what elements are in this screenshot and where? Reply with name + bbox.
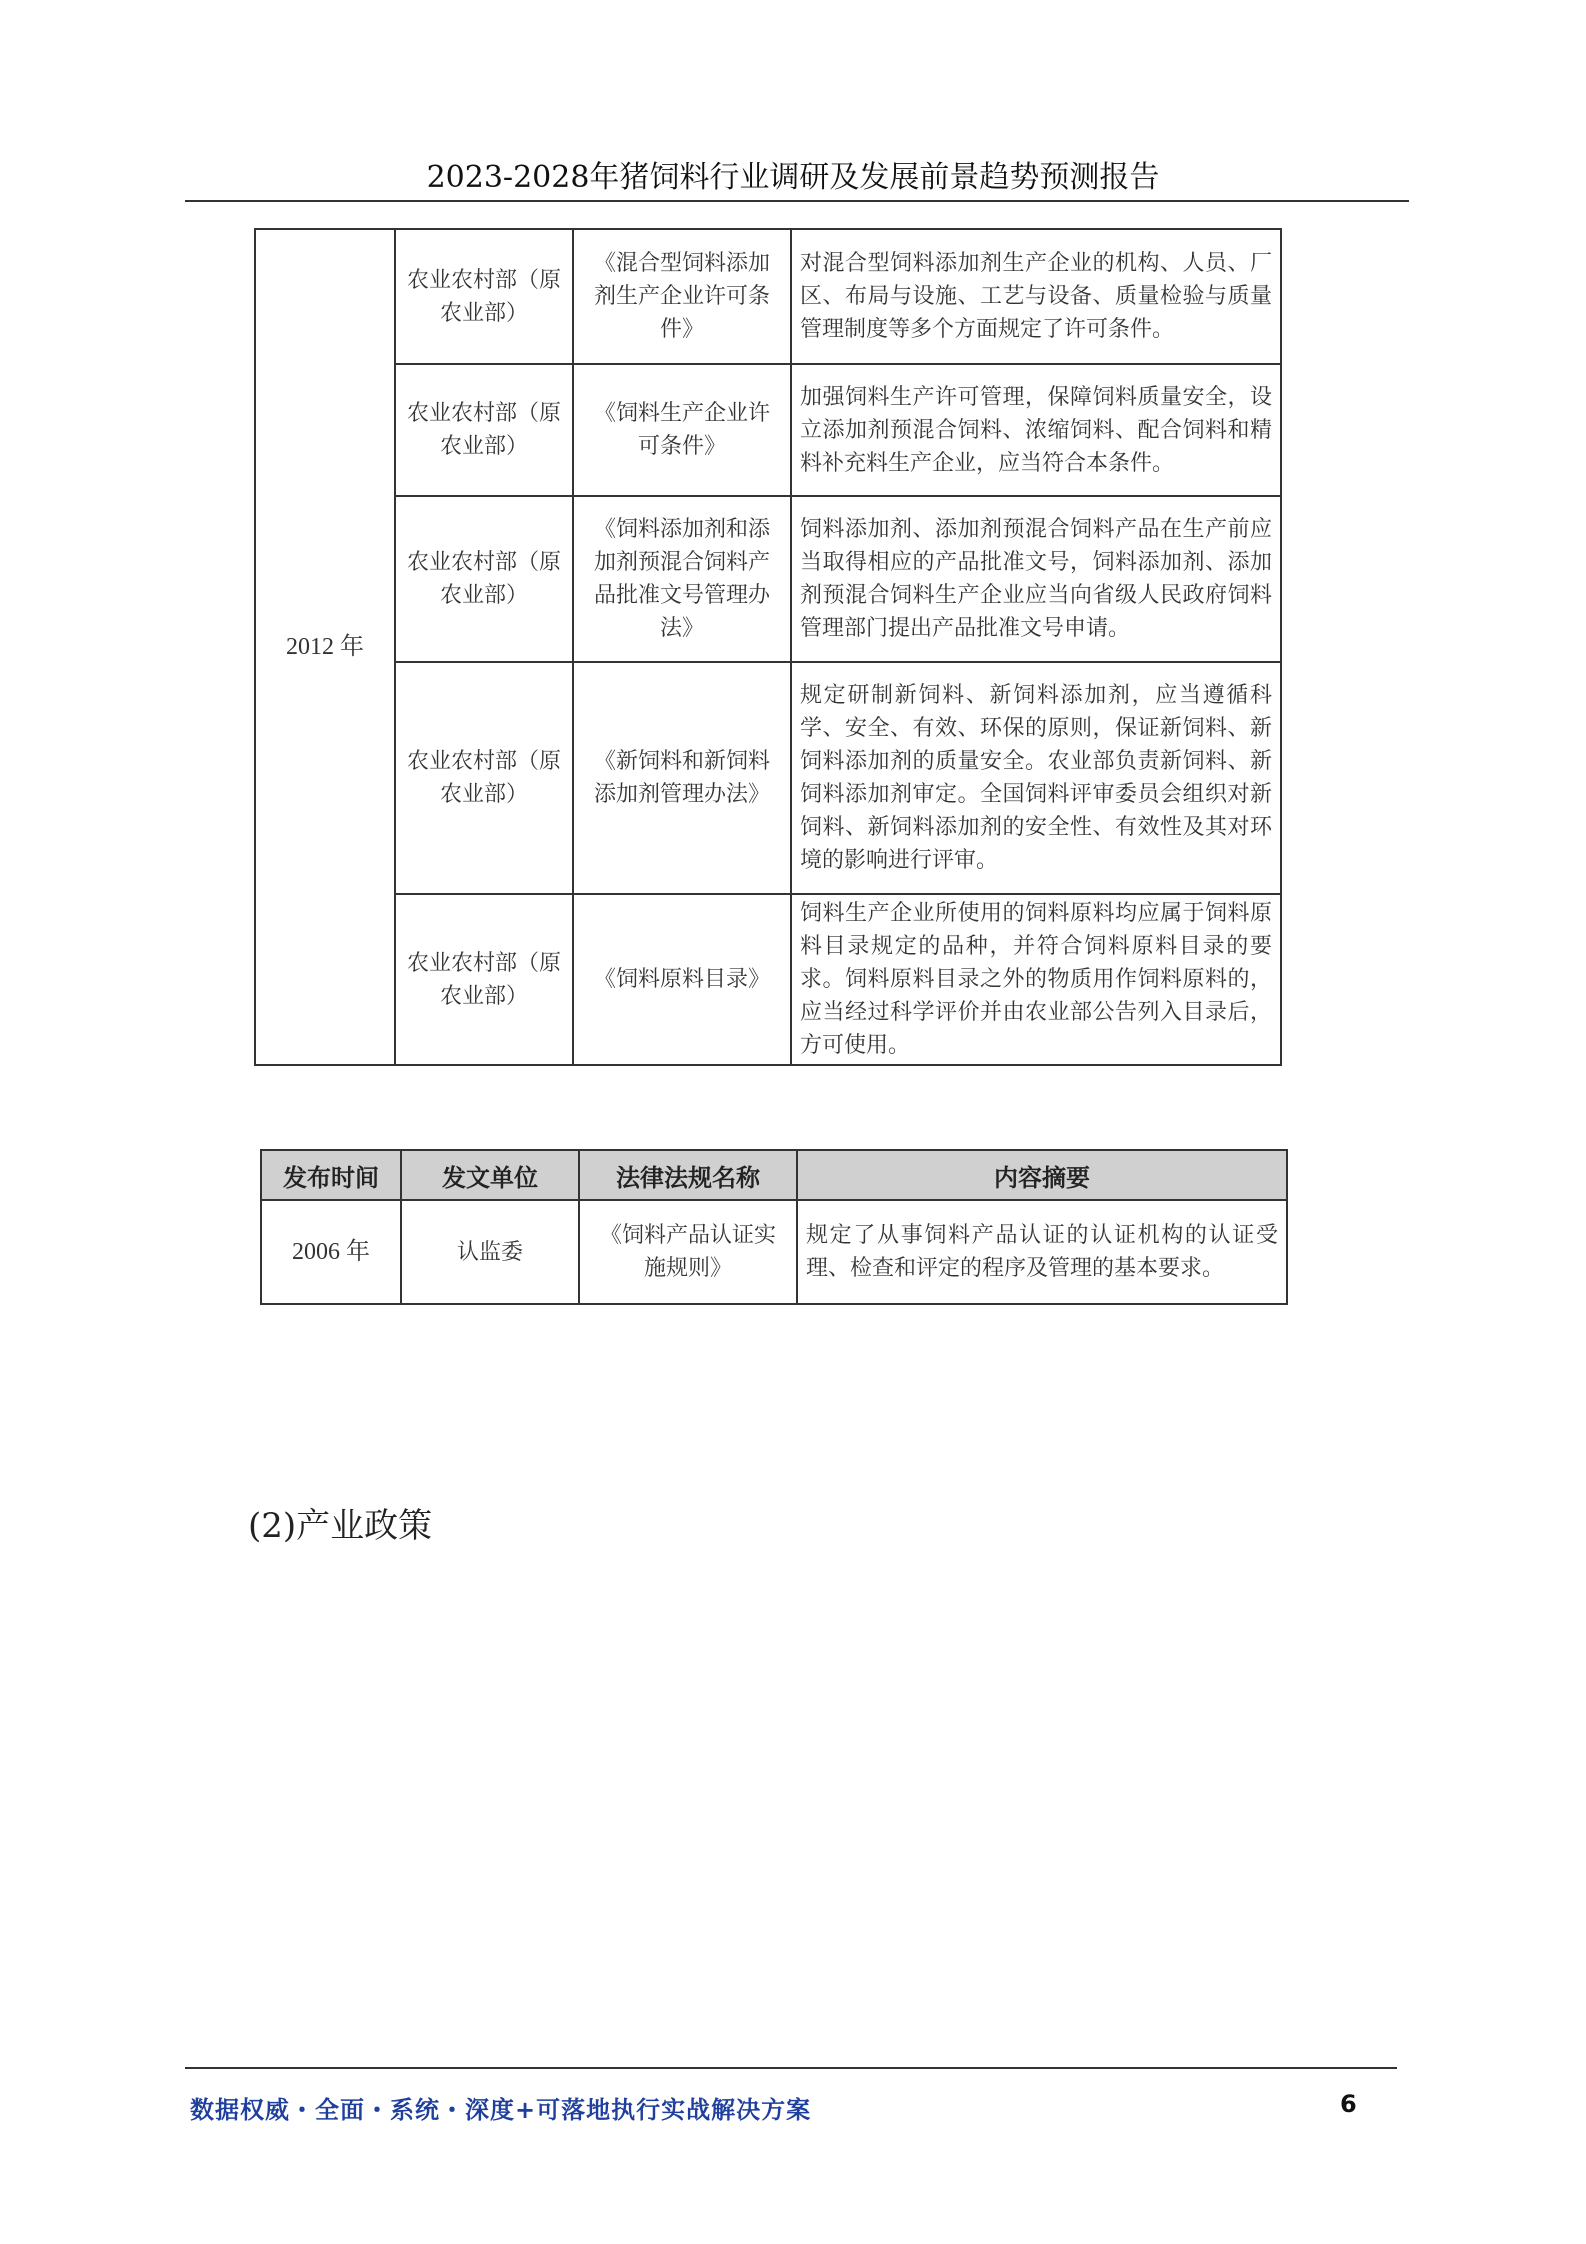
date-cell: 2006 年 <box>261 1200 401 1304</box>
section-heading: (2)产业政策 <box>248 1506 433 1546</box>
table-row <box>255 662 1281 894</box>
page-number: 6 <box>1340 2090 1357 2118</box>
certification-regulation-table <box>260 1149 1288 1305</box>
law-name-cell: 《饲料原料目录》 <box>573 894 791 1065</box>
table-row <box>261 1200 1287 1304</box>
table-row <box>255 496 1281 662</box>
dept-cell: 农业农村部（原农业部） <box>395 364 573 496</box>
law-name-cell: 《新饲料和新饲料添加剂管理办法》 <box>573 662 791 894</box>
dept-cell: 农业农村部（原农业部） <box>395 496 573 662</box>
law-name-cell: 《饲料添加剂和添加剂预混合饲料产品批准文号管理办法》 <box>573 496 791 662</box>
summary-cell: 加强饲料生产许可管理，保障饲料质量安全，设立添加剂预混合饲料、浓缩饲料、配合饲料和精料补充料生产企业，应当符合本条件。 <box>791 364 1281 496</box>
dept-cell: 认监委 <box>401 1200 579 1304</box>
header-dept: 发文单位 <box>401 1150 579 1200</box>
dept-cell: 农业农村部（原农业部） <box>395 662 573 894</box>
summary-cell: 饲料生产企业所使用的饲料原料均应属于饲料原料目录规定的品种，并符合饲料原料目录的要求。饲料原料目录之外的物质用作饲料原料的，应当经过科学评价并由农业部公告列入目录后，方可使用。 <box>791 894 1281 1065</box>
table-row <box>255 229 1281 364</box>
table-row <box>255 894 1281 1065</box>
dept-cell: 农业农村部（原农业部） <box>395 894 573 1065</box>
footer-slogan: 数据权威・全面・系统・深度+可落地执行实战解决方案 <box>190 2096 812 2124</box>
header-summary: 内容摘要 <box>797 1150 1287 1200</box>
dept-cell: 农业农村部（原农业部） <box>395 229 573 364</box>
law-name-cell: 《混合型饲料添加剂生产企业许可条件》 <box>573 229 791 364</box>
page-header-title: 2023-2028年猪饲料行业调研及发展前景趋势预测报告 <box>426 160 1160 195</box>
summary-cell: 规定研制新饲料、新饲料添加剂，应当遵循科学、安全、有效、环保的原则，保证新饲料、新饲料添加剂的质量安全。农业部负责新饲料、新饲料添加剂审定。全国饲料评审委员会组织对新饲料、新饲料添加剂的安全性、有效性及其对环境的影响进行评审。 <box>791 662 1281 894</box>
footer-divider <box>185 2067 1397 2069</box>
header-divider <box>185 200 1409 202</box>
law-name-cell: 《饲料产品认证实施规则》 <box>579 1200 797 1304</box>
summary-cell: 对混合型饲料添加剂生产企业的机构、人员、厂区、布局与设施、工艺与设备、质量检验与质量管理制度等多个方面规定了许可条件。 <box>791 229 1281 364</box>
regulation-table-continued <box>254 228 1282 1066</box>
year-cell: 2012 年 <box>255 229 395 1065</box>
header-law-name: 法律法规名称 <box>579 1150 797 1200</box>
summary-cell: 规定了从事饲料产品认证的认证机构的认证受理、检查和评定的程序及管理的基本要求。 <box>797 1200 1287 1304</box>
summary-cell: 饲料添加剂、添加剂预混合饲料产品在生产前应当取得相应的产品批准文号，饲料添加剂、添加剂预混合饲料生产企业应当向省级人民政府饲料管理部门提出产品批准文号申请。 <box>791 496 1281 662</box>
law-name-cell: 《饲料生产企业许可条件》 <box>573 364 791 496</box>
table-row <box>255 364 1281 496</box>
header-date: 发布时间 <box>261 1150 401 1200</box>
table-header-row <box>261 1150 1287 1200</box>
